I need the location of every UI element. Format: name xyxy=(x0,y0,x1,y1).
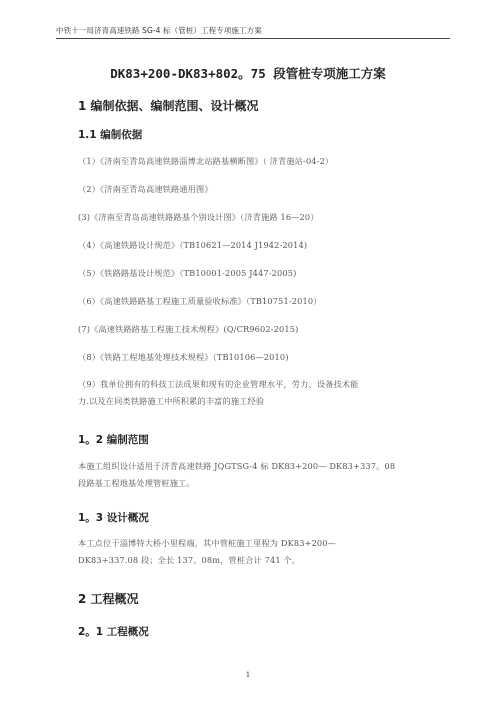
reference-item: （2）《济南至青岛高速铁路通用图》 xyxy=(78,184,213,194)
section-2-1-heading: 2。1 工程概况 xyxy=(78,626,149,638)
reference-item: （4）《高速铁路设计规范》（TB10621—2014 J1942-2014) xyxy=(78,240,308,250)
reference-item: (3)《济南至青岛高速铁路路基个别设计图》（济青施路 16—20） xyxy=(78,212,319,222)
reference-line: （9）我单位拥有的科技工法成果和现有的企业管理水平，劳力、设备技术能 xyxy=(78,379,359,389)
reference-item-9 xyxy=(78,376,438,410)
page-header: 中铁十一局济青高速铁路 SG-4 标（管桩）工程专项施工方案 xyxy=(56,26,262,35)
page-number: 1 xyxy=(245,670,251,679)
reference-item: （6）《高速铁路路基工程施工质量验收标准》（TB10751-2010） xyxy=(78,296,322,306)
reference-item: （8）《铁路工程地基处理技术规程》（TB10106—2010) xyxy=(78,352,289,362)
reference-line: 力.以及在同类铁路施工中所积累的丰富的施工经验 xyxy=(78,396,265,406)
section-1-1-heading: 1.1 编制依据 xyxy=(78,129,143,141)
section-1-2-heading: 1。2 编制范围 xyxy=(78,434,149,446)
paragraph-line: 本工点位于淄博特大桥小里程端，其中管桩施工里程为 DK83+200— xyxy=(78,538,336,548)
paragraph-line: DK83+337.08 段；全长 137。08m，管桩合计 741 个。 xyxy=(78,555,301,565)
section-2-heading: 2 工程概况 xyxy=(78,592,139,606)
document-title: DK83+200-DK83+802。75 段管桩专项施工方案 xyxy=(110,66,386,81)
section-1-heading: 1 编制依据、编制范围、设计概况 xyxy=(78,99,259,113)
scope-paragraph xyxy=(78,458,438,492)
reference-item: （1）《济南至青岛高速铁路淄博北站路基横断图》（ 济青施站-04-2） xyxy=(78,156,334,166)
reference-item: (7)《高速铁路路基工程施工技术规程》(Q/CR9602-2015) xyxy=(78,324,299,334)
design-paragraph xyxy=(78,535,438,569)
header-rule xyxy=(56,38,450,39)
reference-item: （5）《铁路路基设计规范》（TB10001-2005 J447-2005) xyxy=(78,268,297,278)
paragraph-line: 本施工组织设计适用于济青高速铁路 JQGTSG-4 标 DK83+200— DK83+337。08 xyxy=(78,461,396,471)
section-1-3-heading: 1。3 设计概况 xyxy=(78,512,149,524)
paragraph-line: 段路基工程地基处理管桩施工。 xyxy=(78,478,195,488)
